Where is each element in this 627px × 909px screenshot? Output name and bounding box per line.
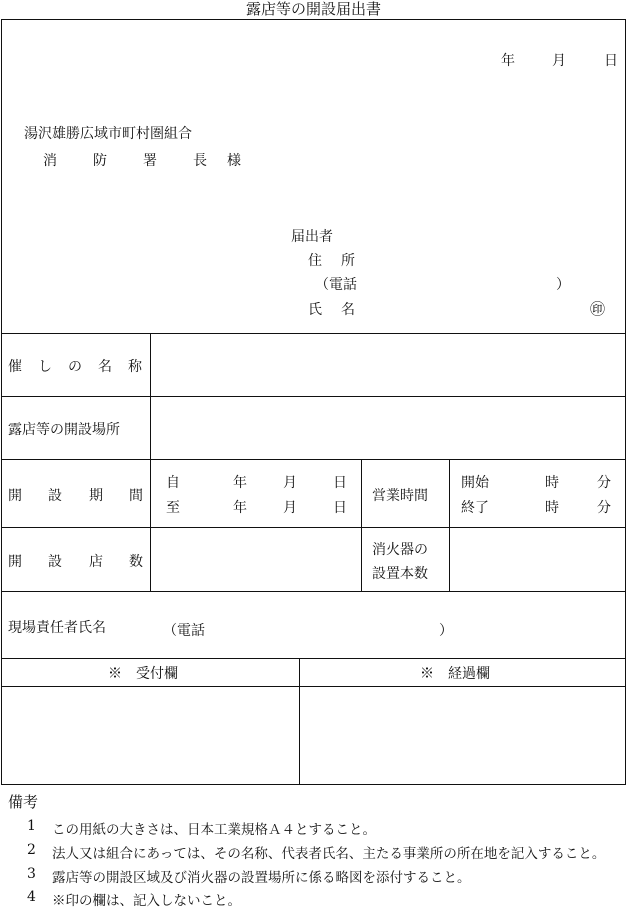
divider-row5 bbox=[1, 658, 626, 659]
seal-mark: ㊞ bbox=[590, 300, 606, 318]
notes-heading: 備考 bbox=[8, 793, 39, 811]
progress-label: ※ 経過欄 bbox=[420, 666, 490, 682]
date-year: 年 bbox=[501, 53, 515, 69]
manager-phone-close: ） bbox=[439, 623, 453, 639]
applicant-header: 届出者 bbox=[291, 229, 333, 245]
divider-row1 bbox=[1, 396, 626, 397]
applicant-name-label-2: 名 bbox=[341, 302, 355, 318]
form-title: 露店等の開設届出書 bbox=[245, 0, 381, 18]
label-column-divider bbox=[150, 333, 151, 591]
bottom-column-divider bbox=[299, 658, 300, 785]
applicant-phone-open: （電話 bbox=[315, 277, 357, 293]
manager-label: 現場責任者氏名 bbox=[8, 620, 106, 636]
addressee-org: 湯沢雄勝広域市町村圏組合 bbox=[24, 126, 192, 142]
business-hours-label: 営業時間 bbox=[372, 488, 428, 504]
extinguisher-label-2: 設置本数 bbox=[372, 566, 428, 582]
divider-header bbox=[1, 333, 626, 334]
divider-row3 bbox=[1, 527, 626, 528]
extinguisher-label-1: 消火器の bbox=[372, 542, 428, 558]
reception-label: ※ 受付欄 bbox=[108, 666, 178, 682]
applicant-name-label-1: 氏 bbox=[308, 302, 322, 318]
mid-column-divider-left bbox=[361, 459, 362, 591]
applicant-address-label-2: 所 bbox=[341, 253, 355, 269]
date-day: 日 bbox=[604, 53, 618, 69]
divider-row2 bbox=[1, 459, 626, 460]
date-month: 月 bbox=[552, 53, 566, 69]
divider-row4 bbox=[1, 591, 626, 592]
manager-phone-open: （電話 bbox=[163, 623, 205, 639]
applicant-phone-close: ） bbox=[556, 277, 570, 293]
divider-row6 bbox=[1, 686, 626, 687]
applicant-address-label-1: 住 bbox=[308, 253, 322, 269]
mid-column-divider-right bbox=[449, 459, 450, 591]
location-label: 露店等の開設場所 bbox=[8, 422, 120, 438]
